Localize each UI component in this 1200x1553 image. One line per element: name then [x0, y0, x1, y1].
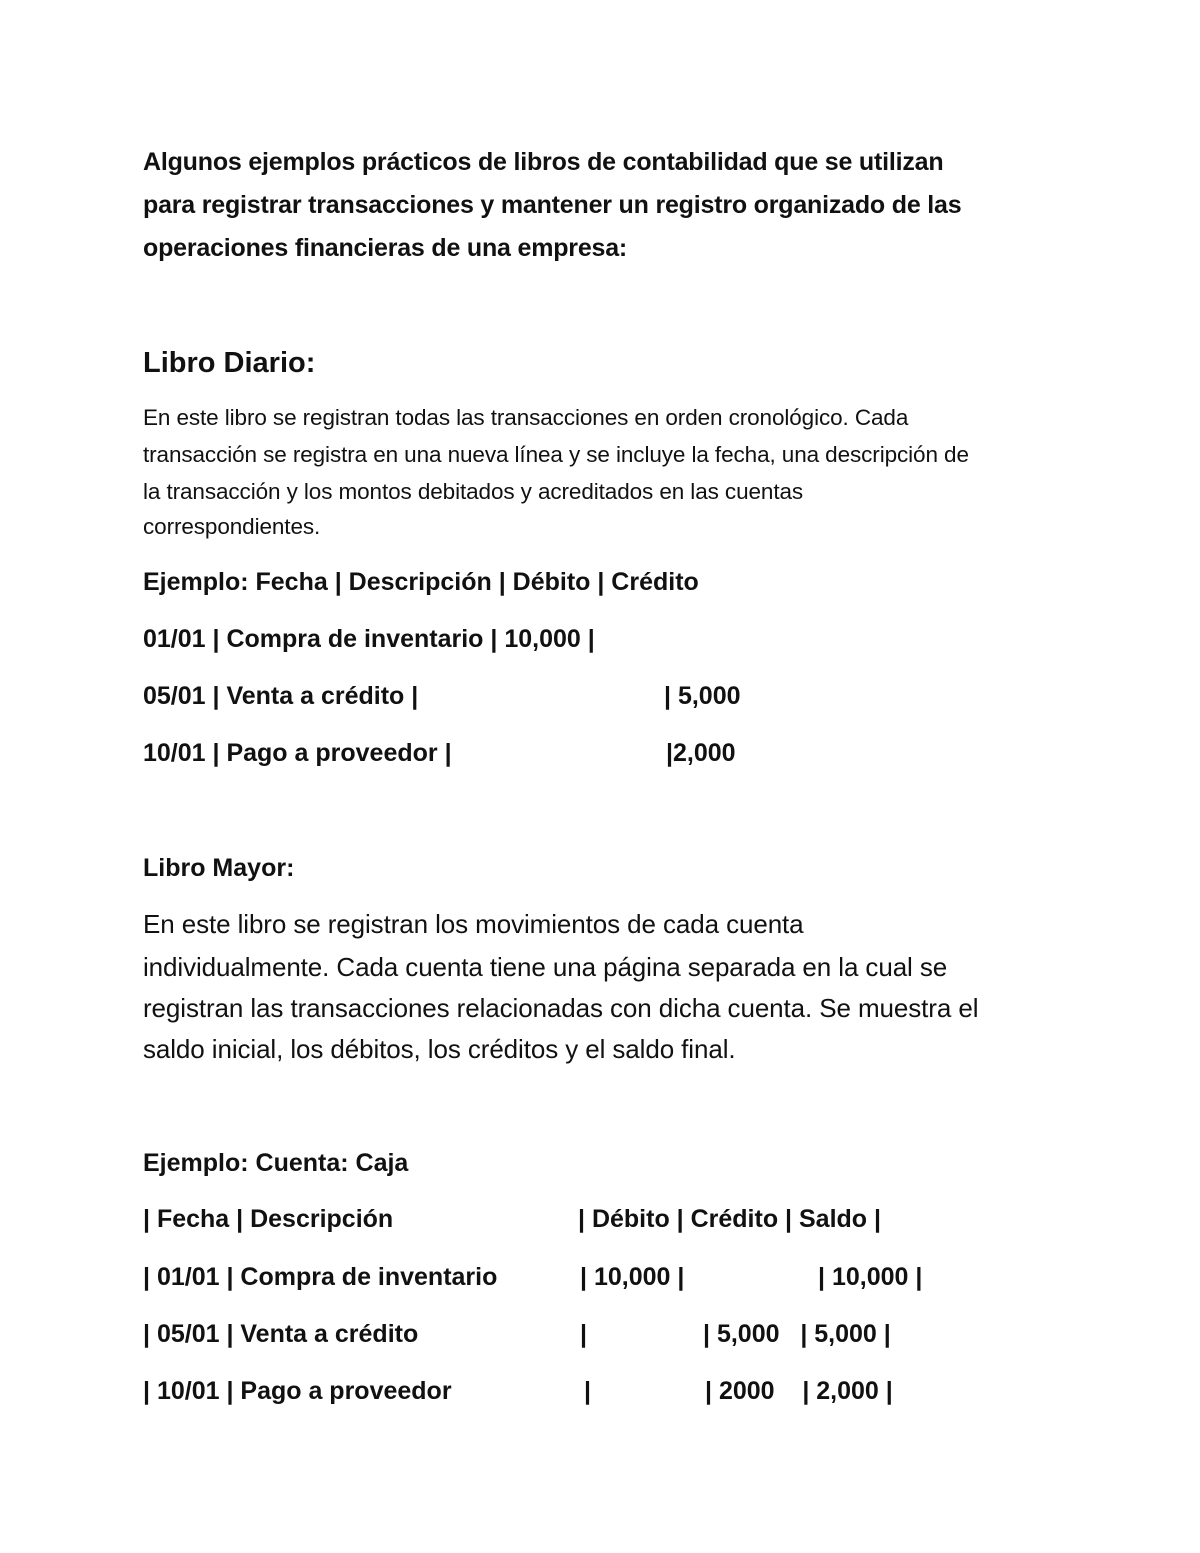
mayor-row-2-debit: | [580, 1320, 587, 1348]
mayor-row-3-debit: | [584, 1377, 591, 1405]
mayor-row-2-desc: | 05/01 | Venta a crédito [143, 1320, 419, 1348]
diario-row-3-left: 10/01 | Pago a proveedor | [143, 739, 452, 767]
mayor-row-1-desc: | 01/01 | Compra de inventario [143, 1263, 498, 1291]
diario-desc-line-2: transacción se registra en una nueva línea y se incluye la fecha, una descripción de [143, 442, 969, 467]
diario-example-header: Ejemplo: Fecha | Descripción | Débito | Crédito [143, 568, 699, 596]
intro-line-1: Algunos ejemplos prácticos de libros de contabilidad que se utilizan [143, 148, 944, 176]
mayor-row-1-debit: | 10,000 | [580, 1263, 685, 1291]
diario-desc-line-1: En este libro se registran todas las transacciones en orden cronológico. Cada [143, 405, 909, 430]
mayor-table-header-right: | Débito | Crédito | Saldo | [578, 1205, 881, 1233]
mayor-example-label: Ejemplo: Cuenta: Caja [143, 1149, 409, 1177]
mayor-row-1-balance: | 10,000 | [818, 1263, 923, 1291]
mayor-heading: Libro Mayor: [143, 854, 295, 882]
mayor-desc-line-4: saldo inicial, los débitos, los créditos y el saldo final. [143, 1034, 736, 1064]
intro-line-2: para registrar transacciones y mantener un registro organizado de las [143, 191, 962, 219]
mayor-desc-line-1: En este libro se registran los movimientos de cada cuenta [143, 909, 804, 939]
intro-line-3: operaciones financieras de una empresa: [143, 234, 628, 262]
diario-row-2-left: 05/01 | Venta a crédito | [143, 682, 419, 710]
diario-desc-line-4: correspondientes. [143, 514, 321, 539]
diario-heading: Libro Diario: [143, 347, 316, 379]
mayor-desc-line-2: individualmente. Cada cuenta tiene una página separada en la cual se [143, 952, 948, 982]
diario-row-3-right: |2,000 [666, 739, 736, 767]
mayor-row-3-desc: | 10/01 | Pago a proveedor [143, 1377, 452, 1405]
mayor-table-header-left: | Fecha | Descripción [143, 1205, 394, 1233]
diario-row-2-right: | 5,000 [664, 682, 741, 710]
mayor-desc-line-3: registran las transacciones relacionadas con dicha cuenta. Se muestra el [143, 993, 979, 1023]
mayor-row-2-credit-balance: | 5,000 | 5,000 | [703, 1320, 891, 1348]
diario-desc-line-3: la transacción y los montos debitados y acreditados en las cuentas [143, 479, 804, 504]
mayor-row-3-credit-balance: | 2000 | 2,000 | [705, 1377, 893, 1405]
diario-row-1-left: 01/01 | Compra de inventario | 10,000 | [143, 625, 595, 653]
